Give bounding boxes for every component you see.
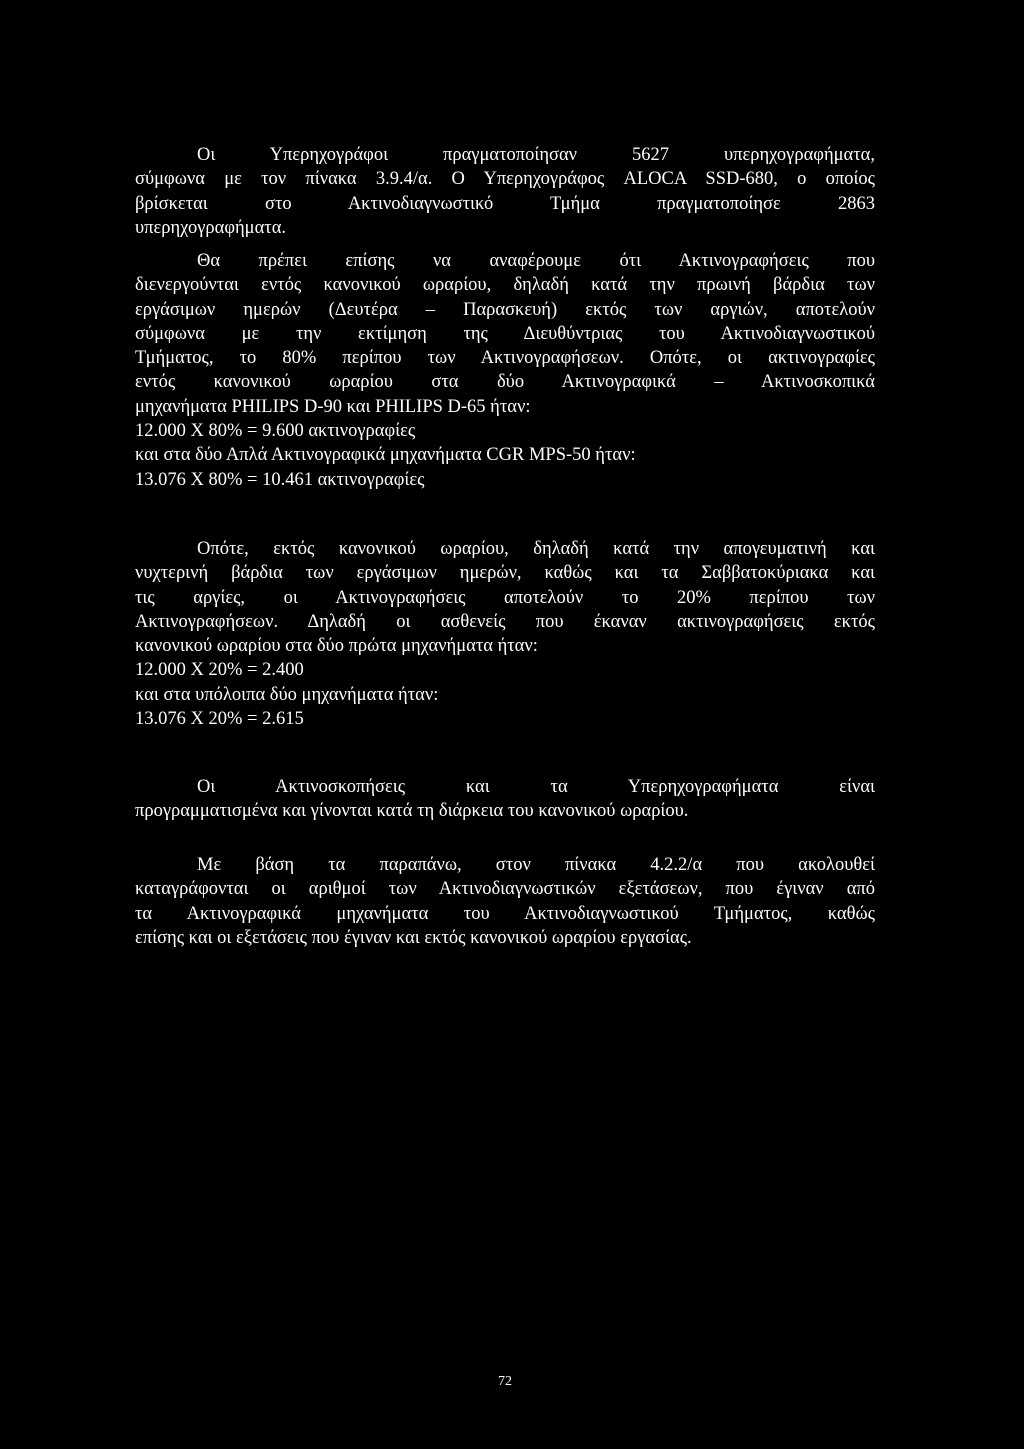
text-line: κανονικού ωραρίου στα δύο πρώτα μηχανήματα ήταν:	[135, 636, 538, 657]
calculation-line: 13.076 X 20% = 2.615	[135, 709, 304, 730]
text-line: προγραμματισμένα και γίνονται κατά τη διάρκεια του κανονικού ωραρίου.	[135, 801, 689, 822]
text-line: Οι Υπερηχογράφοι πραγματοποίησαν 5627 υπερηχογραφήματα,	[197, 145, 875, 165]
text-line: διενεργούνται εντός κανονικού ωραρίου, δηλαδή κατά την πρωινή βάρδια των	[135, 275, 875, 296]
text-line: τα Ακτινογραφικά μηχανήματα του Ακτινοδιαγνωστικού Τμήματος, καθώς	[135, 903, 875, 924]
paragraph-table-reference	[135, 853, 875, 950]
paragraph-after-hours	[135, 537, 875, 731]
text-line: Ακτινογραφήσεων. Δηλαδή οι ασθενείς που έκαναν ακτινογραφήσεις εκτός	[135, 611, 875, 632]
document-page	[135, 0, 875, 1449]
text-line: νυχτερινή βάρδια των εργάσιμων ημερών, καθώς και τα Σαββατοκύριακα και	[135, 563, 875, 584]
paragraph-ultrasound	[135, 143, 875, 240]
paragraph-scheduled-exams	[135, 775, 875, 824]
calculation-line: 12.000 X 80% = 9.600 ακτινογραφίες	[135, 421, 416, 442]
calculation-line: 13.076 X 80% = 10.461 ακτινογραφίες	[135, 469, 425, 490]
text-line: Οπότε, εκτός κανονικού ωραρίου, δηλαδή κατά την απογευματινή και	[197, 539, 875, 559]
text-line: καταγράφονται οι αριθμοί των Ακτινοδιαγνωστικών εξετάσεων, που έγιναν από	[135, 879, 875, 900]
text-line: Τμήματος, το 80% περίπου των Ακτινογραφήσεων. Οπότε, οι ακτινογραφίες	[135, 348, 875, 369]
text-line: υπερηχογραφήματα.	[135, 217, 287, 238]
calculation-line: 12.000 X 20% = 2.400	[135, 660, 304, 681]
text-line: επίσης και οι εξετάσεις που έγιναν και εκτός κανονικού ωραρίου εργασίας.	[135, 927, 692, 948]
text-line: εργάσιμων ημερών (Δευτέρα – Παρασκευή) εκτός των αργιών, αποτελούν	[135, 299, 875, 320]
text-line: σύμφωνα με την εκτίμηση της Διευθύντριας του Ακτινοδιαγνωστικού	[135, 323, 875, 344]
text-line: τις αργίες, οι Ακτινογραφήσεις αποτελούν το 20% περίπου των	[135, 587, 875, 608]
text-line: βρίσκεται στο Ακτινοδιαγνωστικό Τμήμα πραγματοποίησε 2863	[135, 193, 875, 214]
text-line: Οι Ακτινοσκοπήσεις και τα Υπερηχογραφήματα είναι	[197, 777, 875, 797]
text-line: Με βάση τα παραπάνω, στον πίνακα 4.2.2/α που ακολουθεί	[197, 855, 875, 875]
text-line: και στα υπόλοιπα δύο μηχανήματα ήταν:	[135, 684, 439, 705]
paragraph-regular-hours	[135, 249, 875, 492]
text-line: σύμφωνα με τον πίνακα 3.9.4/α. Ο Υπερηχογράφος ALOCA SSD-680, ο οποίος	[135, 169, 875, 190]
text-line: και στα δύο Απλά Ακτινογραφικά μηχανήματα CGR MPS-50 ήταν:	[135, 445, 636, 466]
text-line: Θα πρέπει επίσης να αναφέρουμε ότι Ακτινογραφήσεις που	[197, 251, 875, 271]
page-number: 72	[498, 1374, 512, 1389]
text-line: μηχανήματα PHILIPS D-90 και PHILIPS D-65 ήταν:	[135, 396, 531, 417]
text-line: εντός κανονικού ωραρίου στα δύο Ακτινογραφικά – Ακτινοσκοπικά	[135, 372, 875, 393]
